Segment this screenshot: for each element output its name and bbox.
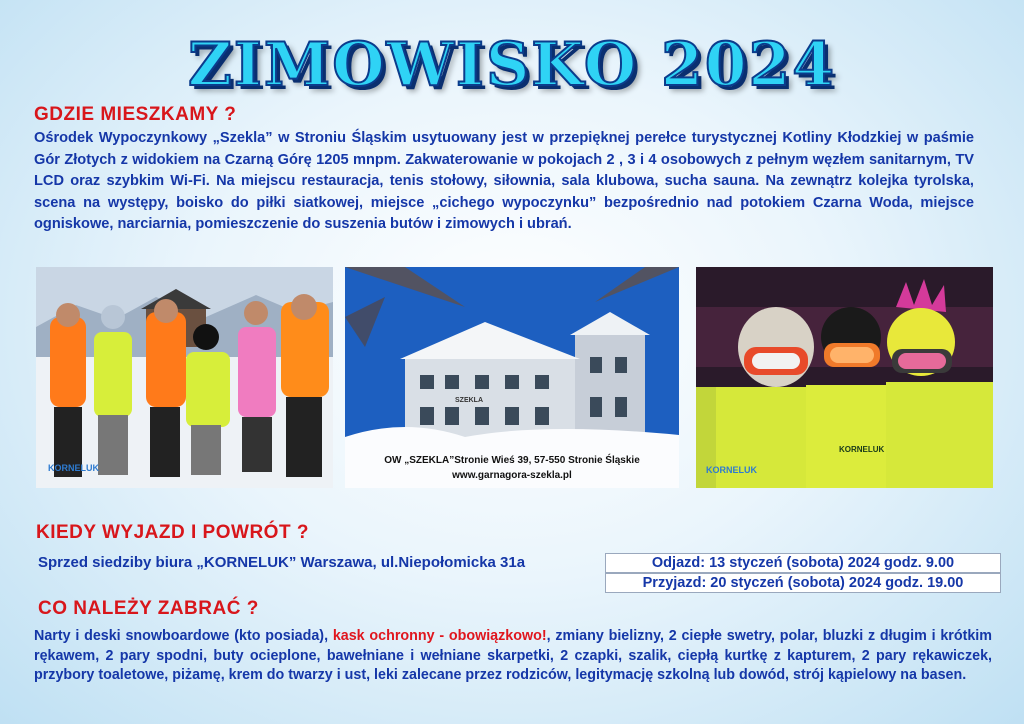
when-heading: KIEDY WYJAZD I POWRÓT ? (36, 522, 309, 543)
bring-heading: CO NALEŻY ZABRAĆ ? (38, 598, 259, 619)
watermark: KORNELUK (706, 465, 757, 475)
departure-time: Odjazd: 13 styczeń (sobota) 2024 godz. 9.00 (605, 553, 1001, 573)
kid-figure (50, 303, 86, 477)
photo-caption-website: www.garnagora-szekla.pl (452, 470, 572, 481)
packing-list-rest: , zmiany bielizny, 2 ciepłe swetry, polar, bluzki z długim i krótkim rękawem, 2 pary spodni, buty ocieplone, bawełniane i wełniane skarpetki, 2 czapki, szalik, ciepłą kurtkę z kapturem, 2 pary rękawiczek, przybory toaletowe, piżamę, krem do twarzy i ust, leki zalecane przez rodziców, legitymację szkolną lub dowód, strój kąpielowy na basen. (34, 628, 992, 684)
where-description: Ośrodek Wypoczynkowy „Szekla” w Stroniu Śląskim usytuowany jest w przepięknej perełce turystycznej Kotliny Kłodzkiej w paśmie Gór Złotych z widokiem na Czarną Górę 1205 mnpm. Zakwaterowanie w pokojach 2 , 3 i 4 osobowych z pełnym węzłem sanitarnym, TV LCD oraz szybkim Wi-Fi. Na miejscu restauracja, tenis stołowy, siłownia, sala klubowa, sucha sauna. Na zewnątrz kolejka tyrolska, scena na występy, boisko do piłki siatkowej, miejsce „cichego wypoczynku” bezpośrednio nad potokiem Czarna Woda, miejsce ogniskowe, narciarnia, pomieszczenie do suszenia butów i zimowych i ubrań. (34, 130, 974, 232)
poster-title: ZIMOWISKO 2024 (187, 30, 836, 100)
photo-kids-skiing (36, 267, 333, 488)
vest-text: KORNELUK (839, 445, 885, 454)
kid-figure (146, 299, 186, 477)
packing-list-start: Narty i deski snowboardowe (kto posiada), (34, 628, 333, 644)
watermark: KORNELUK (48, 463, 99, 473)
photo-caption-address: OW „SZEKLA”Stronie Wieś 39, 57-550 Stronie Śląskie (384, 455, 640, 466)
photo-kids-goggles (696, 267, 993, 488)
packing-list (34, 627, 992, 686)
departure-location: Sprzed siedziby biura „KORNELUK” Warszawa, ul.Niepołomicka 31a (38, 554, 526, 571)
arrival-time: Przyjazd: 20 styczeń (sobota) 2024 godz. 19.00 (605, 573, 1001, 593)
building-sign: SZEKLA (455, 397, 483, 404)
helmet-requirement: kask ochronny - obowiązkowo! (332, 628, 547, 644)
photo-guesthouse (345, 267, 679, 488)
kid-figure (281, 294, 329, 477)
where-heading: GDZIE MIESZKAMY ? (34, 104, 237, 125)
